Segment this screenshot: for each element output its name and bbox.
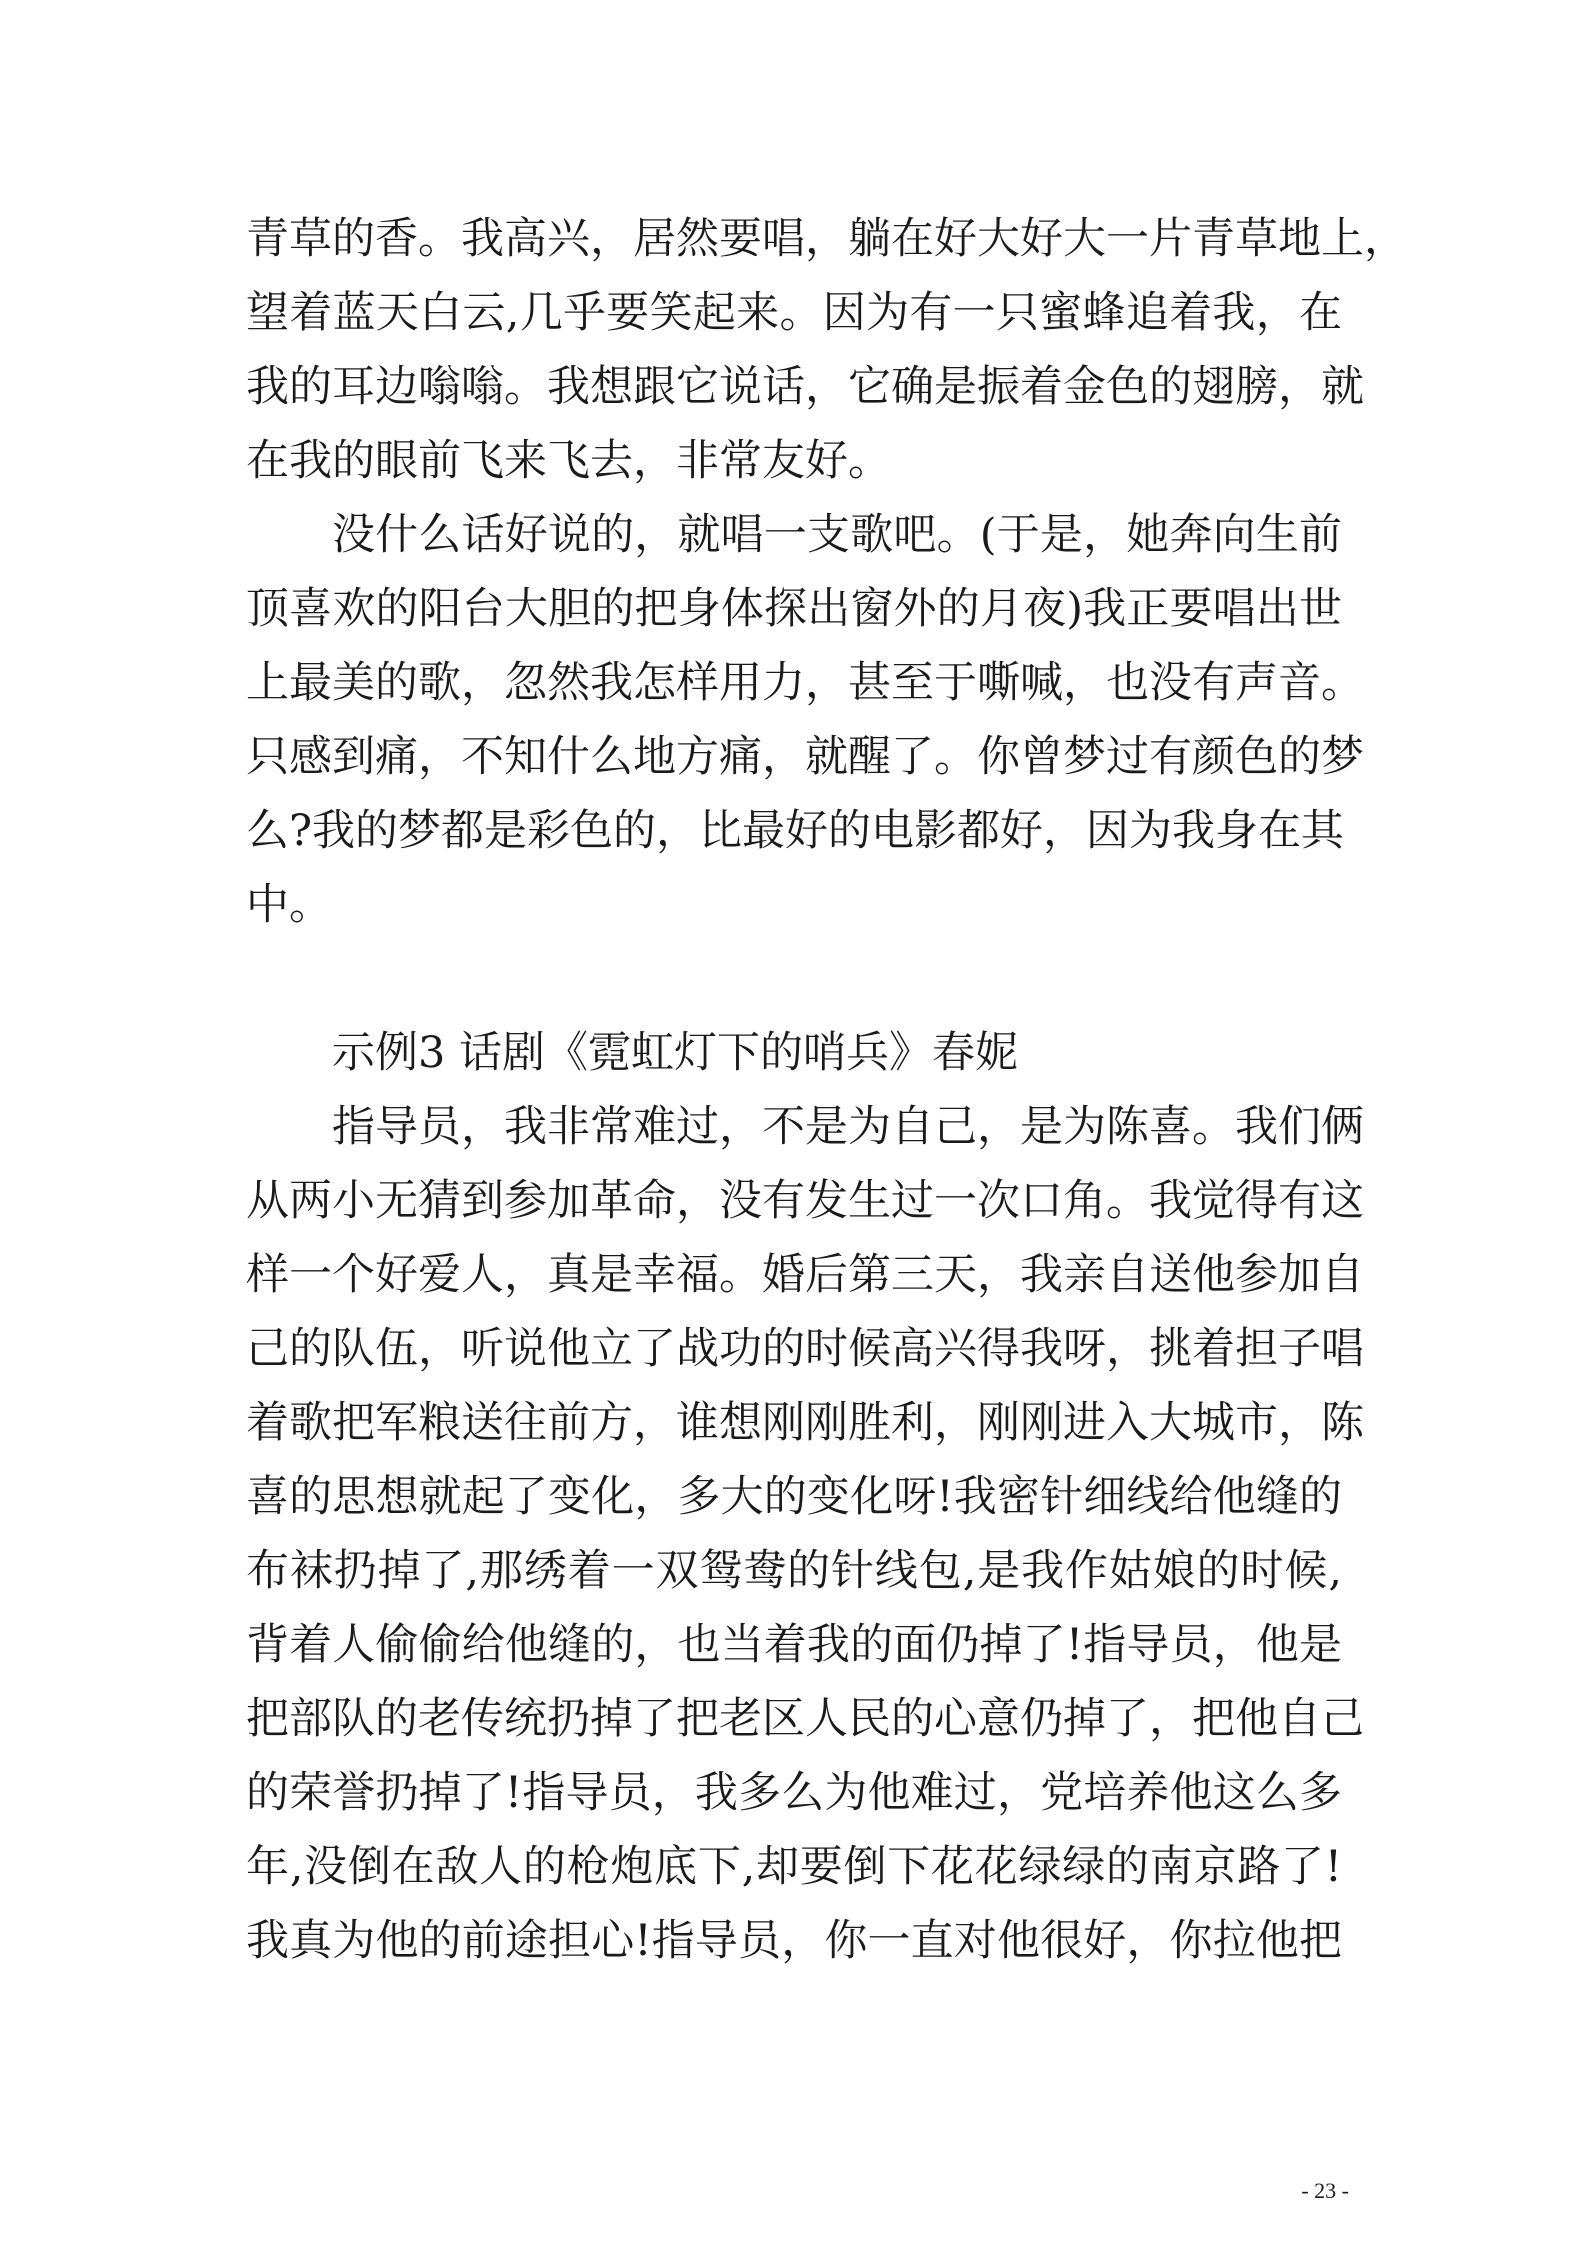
text-line: 没什么话好说的，就唱一支歌吧。(于是，她奔向生前 <box>332 510 1342 560</box>
paragraph-2 <box>246 498 1364 942</box>
text-line: 己的队伍，听说他立了战功的时候高兴得我呀，挑着担子唱 <box>246 1324 1364 1374</box>
text-line: 年,没倒在敌人的枪炮底下,却要倒下花花绿绿的南京路了! <box>246 1842 1342 1892</box>
text-line: 布袜扔掉了,那绣着一双鸳鸯的针线包,是我作姑娘的时候, <box>246 1546 1342 1596</box>
text-line: 喜的思想就起了变化，多大的变化呀!我密针细线给他缝的 <box>246 1472 1342 1522</box>
paragraph-1 <box>246 202 1407 498</box>
text-line: 上最美的歌，忽然我怎样用力，甚至于嘶喊，也没有声音。 <box>246 658 1364 708</box>
text-line: 把部队的老传统扔掉了把老区人民的心意仍掉了，把他自己 <box>246 1694 1364 1744</box>
text-line: 样一个好爱人，真是幸福。婚后第三天，我亲自送他参加自 <box>246 1250 1364 1300</box>
section-heading: 示例3 话剧《霓虹灯下的哨兵》春妮 <box>332 1028 1019 1078</box>
text-line: 望着蓝天白云,几乎要笑起来。因为有一只蜜蜂追着我，在 <box>246 288 1342 338</box>
body-text <box>246 202 1407 1978</box>
text-line: 我真为他的前途担心!指导员，你一直对他很好，你拉他把 <box>246 1916 1342 1966</box>
text-line: 我的耳边嗡嗡。我想跟它说话，它确是振着金色的翅膀，就 <box>246 362 1364 412</box>
text-line: 指导员，我非常难过，不是为自己，是为陈喜。我们俩 <box>332 1102 1364 1152</box>
text-line: 在我的眼前飞来飞去，非常友好。 <box>246 436 891 486</box>
text-line: 么?我的梦都是彩色的，比最好的电影都好，因为我身在其 <box>246 806 1345 856</box>
text-line: 的荣誉扔掉了!指导员，我多么为他难过，党培养他这么多 <box>246 1768 1342 1818</box>
page-number: - 23 - <box>1301 2178 1349 2203</box>
text-line: 背着人偷偷给他缝的，也当着我的面仍掉了!指导员，他是 <box>246 1620 1342 1670</box>
text-line: 青草的香。我高兴，居然要唱，躺在好大好大一片青草地上， <box>246 214 1407 264</box>
text-line: 着歌把军粮送往前方，谁想刚刚胜利，刚刚进入大城市，陈 <box>246 1398 1364 1448</box>
paragraph-3 <box>246 1090 1364 1978</box>
paragraph-gap <box>246 942 1342 1016</box>
text-line: 中。 <box>246 880 332 930</box>
text-line: 顶喜欢的阳台大胆的把身体探出窗外的月夜)我正要唱出世 <box>246 584 1342 634</box>
text-line: 从两小无猜到参加革命，没有发生过一次口角。我觉得有这 <box>246 1176 1364 1226</box>
text-line: 只感到痛，不知什么地方痛，就醒了。你曾梦过有颜色的梦 <box>246 732 1364 782</box>
